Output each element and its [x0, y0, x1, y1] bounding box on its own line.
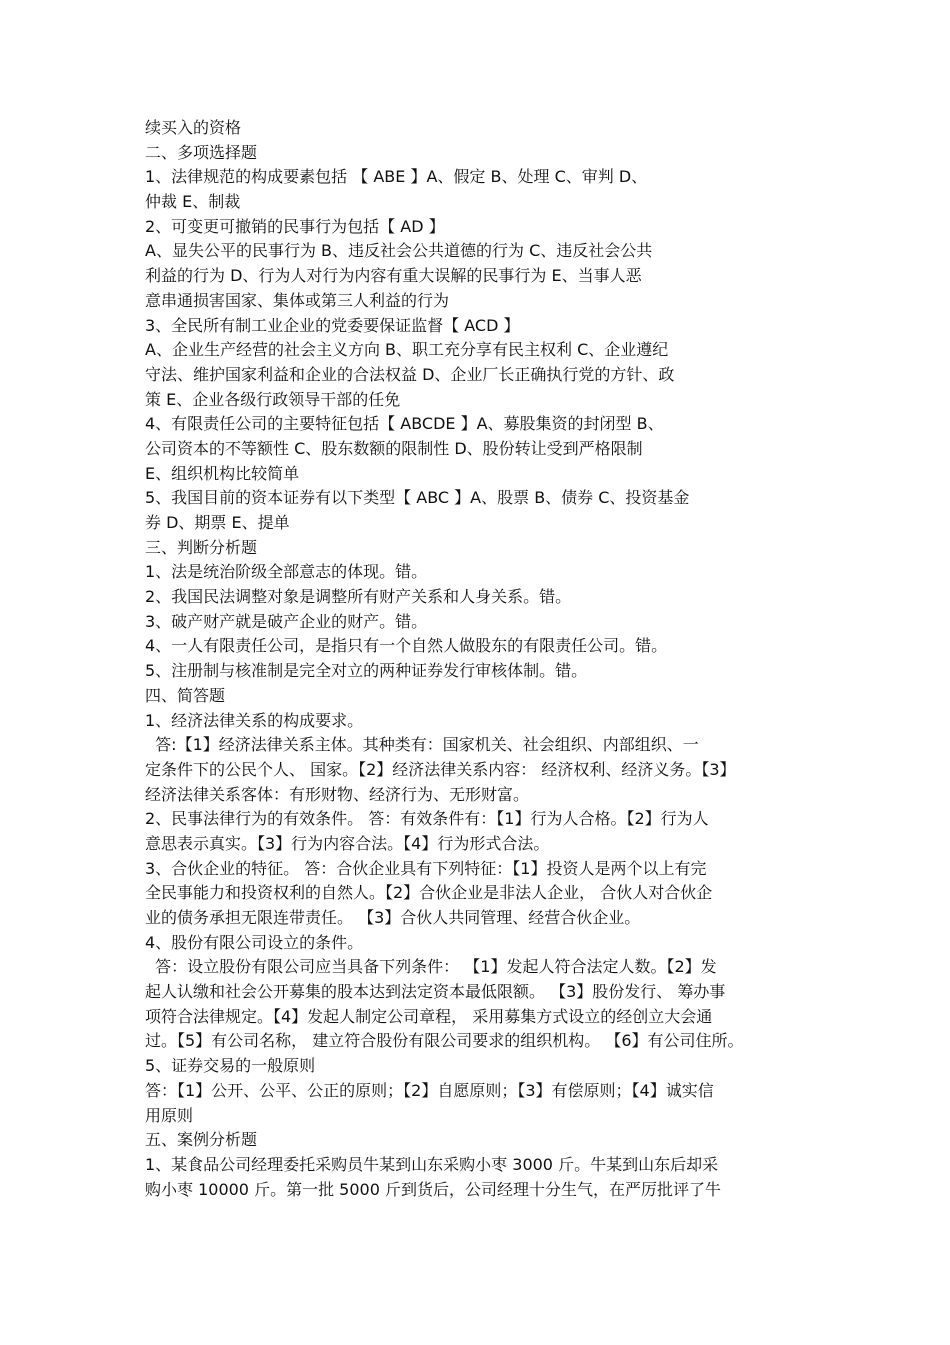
text-line: 1、某食品公司经理委托采购员牛某到山东采购小枣 3000 斤。牛某到山东后却采 [145, 1154, 719, 1174]
text-line: 过。【5】有公司名称， 建立符合股份有限公司要求的组织机构。 【6】有公司住所。 [145, 1031, 744, 1051]
text-line: 守法、维护国家利益和企业的合法权益 D、企业厂长正确执行党的方针、政 [145, 364, 675, 384]
text-line: 3、破产财产就是破产企业的财产。错。 [145, 611, 428, 631]
text-line: 2、民事法律行为的有效条件。 答：有效条件有：【1】行为人合格。【2】行为人 [145, 809, 709, 829]
text-line: 项符合法律规定。【4】发起人制定公司章程， 采用募集方式设立的经创立大会通 [145, 1006, 713, 1026]
section-heading: 四、简答题 [145, 685, 226, 705]
text-line: 3、合伙企业的特征。 答：合伙企业具有下列特征：【1】投资人是两个以上有完 [145, 858, 707, 878]
text-line: 5、注册制与核准制是完全对立的两种证券发行审核体制。错。 [145, 661, 588, 681]
text-line: 全民事能力和投资权利的自然人。【2】合伙企业是非法人企业， 合伙人对合伙企 [145, 883, 713, 903]
text-line: 意思表示真实。【3】行为内容合法。【4】行为形式合法。 [145, 833, 550, 853]
text-line: 业的债务承担无限连带责任。 【3】合伙人共同管理、经营合伙企业。 [145, 908, 641, 927]
text-line: 券 D、期票 E、提单 [145, 513, 290, 532]
text-line: 2、我国民法调整对象是调整所有财产关系和人身关系。错。 [145, 587, 572, 607]
text-line: 意串通损害国家、集体或第三人利益的行为 [145, 290, 450, 310]
text-line: 续买入的资格 [145, 118, 242, 137]
text-line: 经济法律关系客体：有形财物、经济行为、无形财富。 [145, 784, 530, 804]
text-line: 4、股份有限公司设立的条件。 [145, 932, 364, 952]
text-line: 答:【1】经济法律关系主体。其种类有：国家机关、社会组织、内部组织、一 [145, 735, 699, 755]
text-line: 2、可变更可撤销的民事行为包括【 AD 】 [145, 216, 445, 236]
text-line: 答：设立股份有限公司应当具备下列条件： 【1】发起人符合法定人数。【2】发 [145, 957, 717, 977]
text-line: 定条件下的公民个人、 国家。【2】经济法律关系内容： 经济权利、经济义务。【3】 [145, 759, 736, 779]
section-heading: 五、案例分析题 [145, 1130, 258, 1150]
text-line: 用原则 [145, 1105, 194, 1125]
text-line: 4、有限责任公司的主要特征包括【 ABCDE 】A、募股集资的封闭型 B、 [145, 414, 664, 434]
text-line: 购小枣 10000 斤。第一批 5000 斤到货后，公司经理十分生气，在严厉批评了牛 [145, 1179, 721, 1199]
text-line: A、显失公平的民事行为 B、违反社会公共道德的行为 C、违反社会公共 [145, 241, 653, 261]
section-heading: 二、多项选择题 [145, 142, 258, 162]
text-line: A、企业生产经营的社会主义方向 B、职工充分享有民主权利 C、企业遵纪 [145, 340, 669, 360]
text-line: 公司资本的不等额性 C、股东数额的限制性 D、股份转让受到严格限制 [145, 438, 643, 458]
text-line: 1、法律规范的构成要素包括 【 ABE 】A、假定 B、处理 C、审判 D、 [145, 167, 648, 187]
text-line: E、组织机构比较简单 [145, 463, 300, 483]
text-line: 3、全民所有制工业企业的党委要保证监督【 ACD 】 [145, 315, 520, 335]
text-line: 1、法是统治阶级全部意志的体现。错。 [145, 562, 428, 582]
text-line: 5、我国目前的资本证券有以下类型【 ABC 】A、股票 B、债券 C、投资基金 [145, 488, 690, 508]
document-page [145, 116, 807, 1202]
text-line: 5、证券交易的一般原则 [145, 1056, 316, 1076]
text-line: 利益的行为 D、行为人对行为内容有重大误解的民事行为 E、当事人恶 [145, 266, 642, 286]
text-line: 1、经济法律关系的构成要求。 [145, 710, 364, 730]
text-line: 仲裁 E、制裁 [145, 192, 241, 212]
text-line: 4、一人有限责任公司，是指只有一个自然人做股东的有限责任公司。错。 [145, 636, 668, 656]
text-line: 策 E、企业各级行政领导干部的任免 [145, 389, 401, 409]
text-line: 起人认缴和社会公开募集的股本达到法定资本最低限额。 【3】股份发行、 筹办事 [145, 982, 726, 1002]
section-heading: 三、判断分析题 [145, 537, 258, 557]
text-line: 答：【1】公开、公平、公正的原则；【2】自愿原则；【3】有偿原则；【4】诚实信 [145, 1080, 714, 1100]
